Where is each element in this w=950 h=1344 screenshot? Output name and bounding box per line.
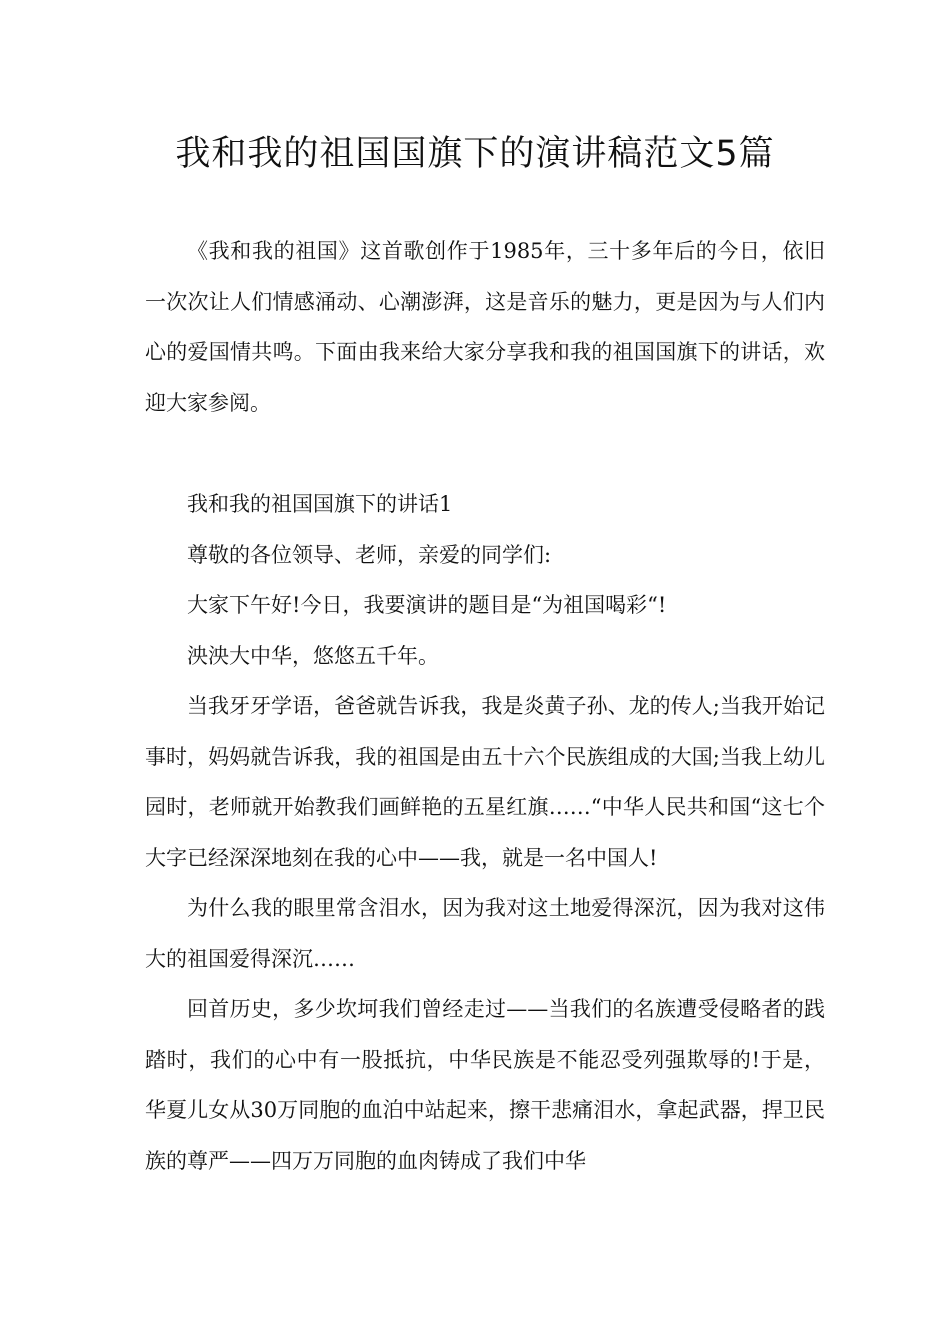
china-paragraph: 泱泱大中华，悠悠五千年。 [187, 643, 439, 668]
intro-section [145, 226, 825, 428]
history-paragraph: 回首历史，多少坎坷我们曾经走过——当我们的名族遭受侵略者的践踏时，我们的心中有一股抵抗，中华民族是不能忍受列强欺辱的!于是，华夏儿女从30万同胞的血泊中站起来，擦干悲痛泪水，拿起武器，捍卫民族的尊严——四万万同胞的血肉铸成了我们中华 [145, 997, 825, 1173]
love-paragraph: 为什么我的眼里常含泪水，因为我对这土地爱得深沉，因为我对这伟大的祖国爱得深沉…… [145, 896, 825, 971]
childhood-paragraph: 当我牙牙学语，爸爸就告诉我，我是炎黄子孙、龙的传人;当我开始记事时，妈妈就告诉我，我的祖国是由五十六个民族组成的大国;当我上幼儿园时，老师就开始教我们画鲜艳的五星红旗……“中华人民共和国“这七个大字已经深深地刻在我的心中——我，就是一名中国人! [145, 694, 825, 870]
greeting-paragraph: 大家下午好!今日，我要演讲的题目是“为祖国喝彩“! [187, 593, 667, 617]
speech-title: 我和我的祖国国旗下的讲话1 [187, 492, 453, 516]
salutation-paragraph: 尊敬的各位领导、老师，亲爱的同学们: [187, 542, 552, 567]
document-title: 我和我的祖国国旗下的演讲稿范文5篇 [175, 134, 775, 174]
intro-paragraph: 《我和我的祖国》这首歌创作于1985年，三十多年后的今日，依旧一次次让人们情感涌动、心潮澎湃，这是音乐的魅力，更是因为与人们内心的爱国情共鸣。下面由我来给大家分享我和我的祖国国旗下的讲话，欢迎大家参阅。 [145, 239, 825, 415]
speech-section [145, 479, 825, 1186]
